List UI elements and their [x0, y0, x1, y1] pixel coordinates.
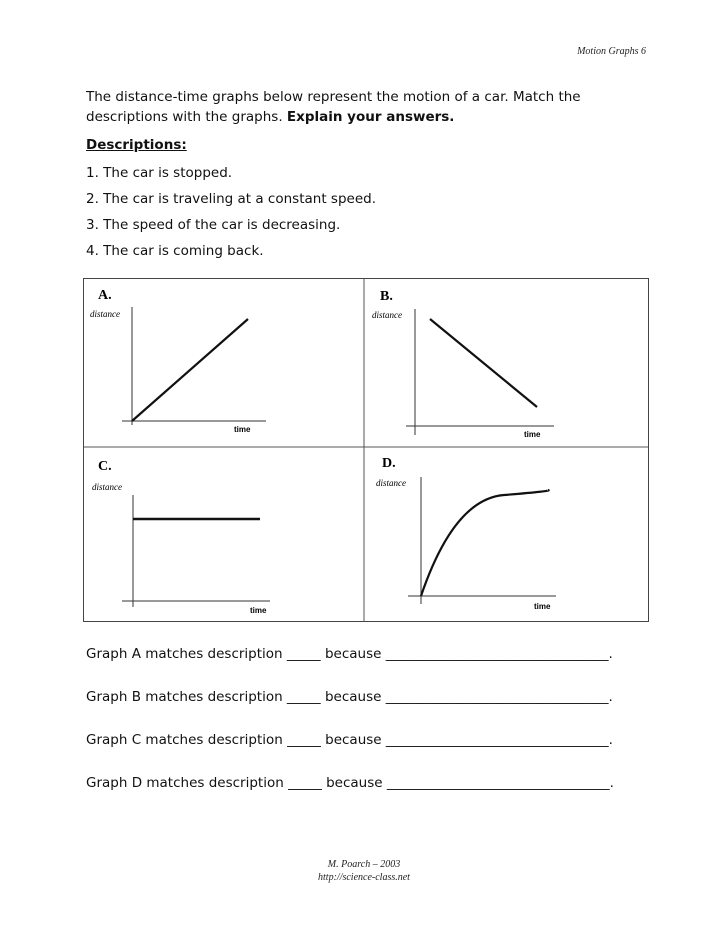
descriptions-heading: Descriptions:: [86, 137, 187, 153]
instructions-bold: Explain your answers.: [286, 109, 455, 125]
answer-line-d: Graph D matches description _____ because _________________________________.: [86, 775, 614, 791]
graph-b-letter: B.: [380, 289, 393, 304]
graph-a-xlabel: time: [234, 425, 251, 434]
answer-line-b: Graph B matches description _____ because _________________________________.: [86, 689, 613, 705]
footer-author: M. Poarch – 2003: [327, 859, 401, 870]
footer: [0, 858, 728, 884]
header-title: Motion Graphs 6: [577, 46, 646, 57]
graph-b-xlabel: time: [524, 430, 541, 439]
graph-d-ylabel: distance: [376, 478, 406, 488]
graph-d-letter: D.: [382, 456, 396, 471]
graph-c-ylabel: distance: [92, 482, 122, 492]
graph-a: [90, 288, 266, 434]
instructions: [86, 87, 646, 127]
descriptions-list: [86, 164, 376, 268]
graph-a-letter: A.: [98, 288, 112, 303]
graph-d-xlabel: time: [534, 602, 551, 611]
graph-b-line: [430, 319, 537, 407]
graph-c-letter: C.: [98, 459, 112, 474]
graph-c: [92, 459, 270, 615]
graphs-grid: [83, 278, 649, 622]
graph-c-xlabel: time: [250, 606, 267, 615]
footer-url: http://science-class.net: [318, 872, 410, 883]
answer-line-a: Graph A matches description _____ because _________________________________.: [86, 646, 613, 662]
description-item: 2. The car is traveling at a constant speed.: [86, 191, 376, 207]
graph-a-line: [132, 319, 248, 421]
description-item: 3. The speed of the car is decreasing.: [86, 217, 341, 233]
instructions-text: The distance-time graphs below represent the motion of a car. Match the descriptions with the graphs.: [86, 89, 581, 125]
graph-d: [376, 456, 556, 611]
answer-line-c: Graph C matches description _____ because _________________________________.: [86, 732, 613, 748]
graph-d-curve: [421, 490, 549, 596]
description-item: 4. The car is coming back.: [86, 243, 264, 259]
graph-a-ylabel: distance: [90, 309, 120, 319]
graphs-svg: [84, 279, 648, 621]
description-item: 1. The car is stopped.: [86, 165, 233, 181]
graph-b: [372, 289, 554, 439]
answer-lines: [86, 645, 614, 817]
graph-b-ylabel: distance: [372, 310, 402, 320]
graph-d-guide: [421, 490, 548, 596]
